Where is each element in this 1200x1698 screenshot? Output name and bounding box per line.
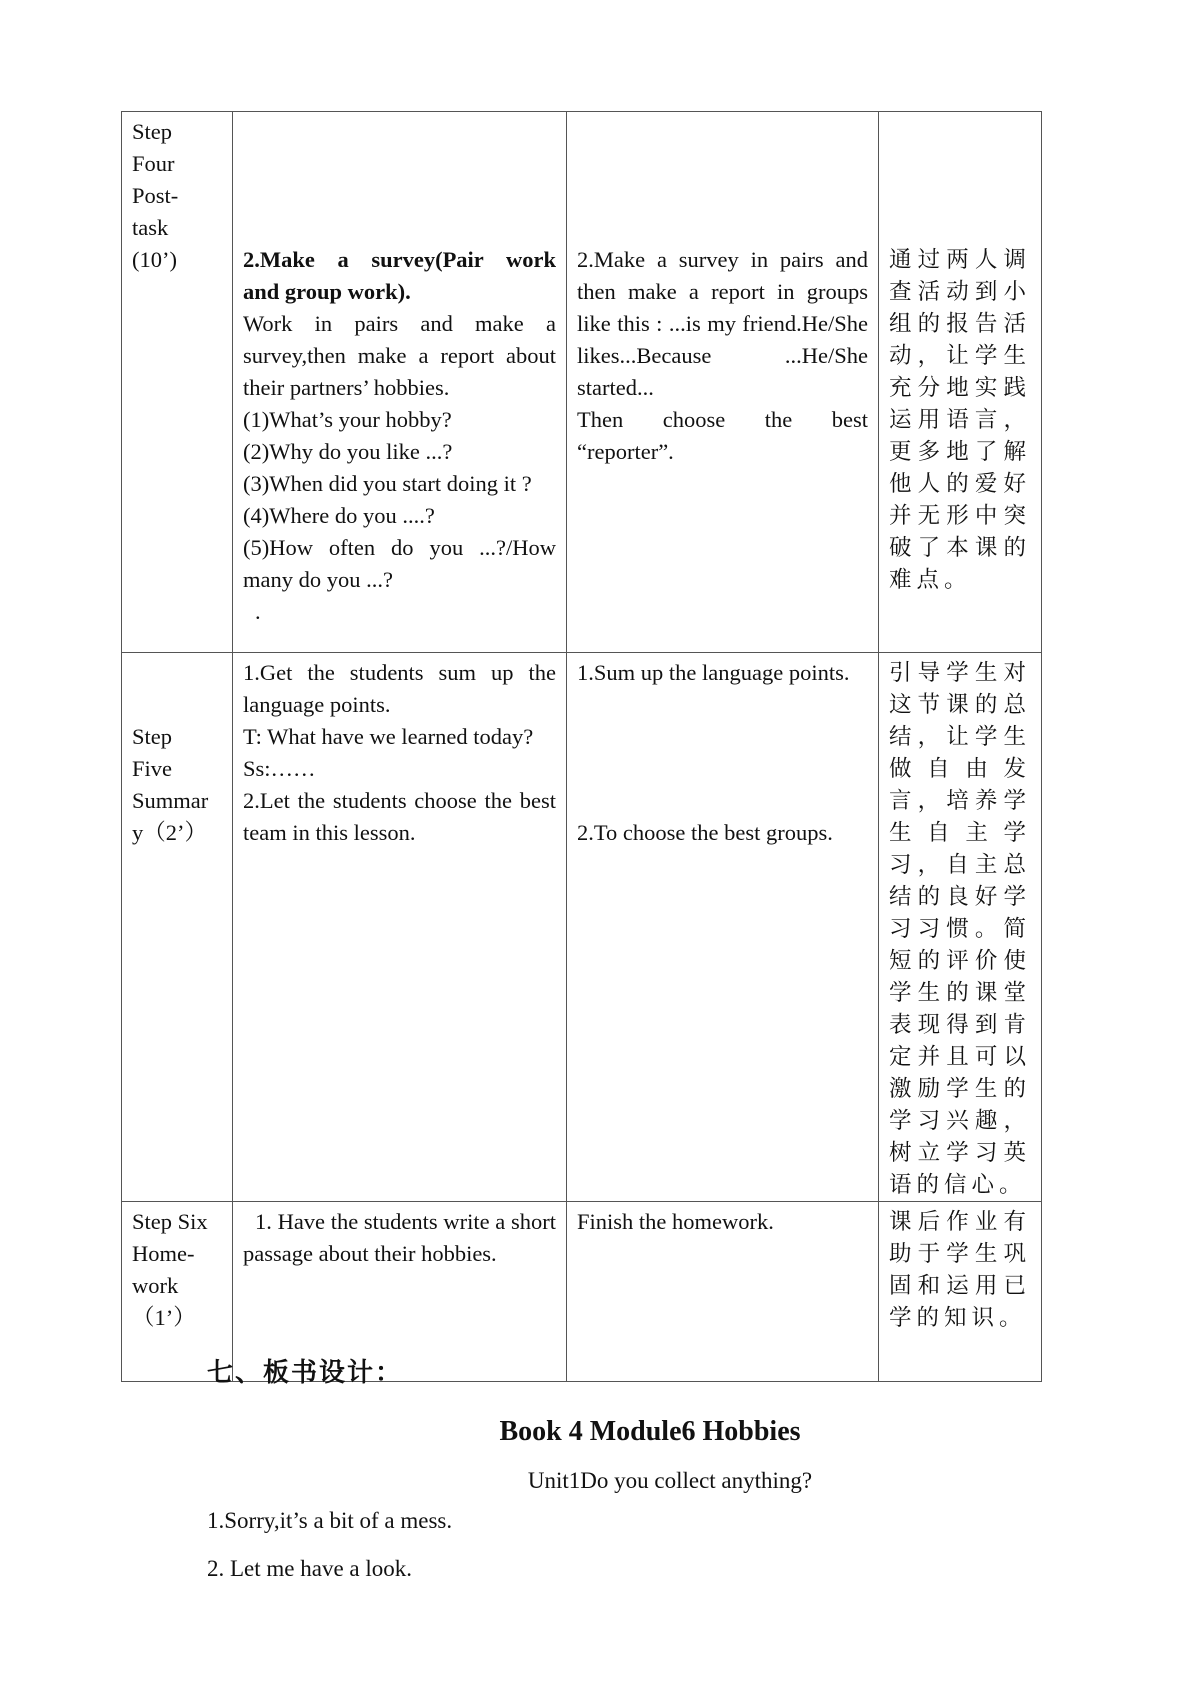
step-label: y（2’） <box>132 820 207 845</box>
student-activity-text: Then choose the best “reporter”. <box>577 407 868 464</box>
purpose-cell <box>879 1202 1042 1382</box>
student-activity-text: Finish the homework. <box>577 1209 774 1234</box>
step-label: Summar <box>132 788 209 813</box>
step-label: Five <box>132 756 173 781</box>
student-activity-text: 2.To choose the best groups. <box>577 820 833 845</box>
step-label: （1’） <box>132 1305 196 1330</box>
teacher-activity-cell <box>233 112 567 653</box>
student-activity-text: 1.Sum up the language points. <box>577 660 850 685</box>
student-activity-text: 2.Make a survey in pairs and then make a report in groups like this : ...is my friend.He/She likes...Because ...He/She started... <box>577 247 868 400</box>
survey-question: (3)When did you start doing it ? <box>243 471 532 496</box>
activity-title: 2.Make a survey(Pair work <box>243 247 556 272</box>
purpose-text: 引导学生对这节课的总结，让学生做自由发言，培养学生自主学习，自主总结的良好学习习惯。简短的评价使学生的课堂表现得到肯定并且可以激励学生的学习兴趣，树立学习英语的信心。 <box>889 660 1031 1198</box>
board-title: Book 4 Module6 Hobbies <box>499 1416 801 1447</box>
step-label: task <box>132 215 169 240</box>
student-activity-cell <box>567 112 879 653</box>
survey-question: (5)How often do you ...?/How many do you ...? <box>243 535 556 592</box>
table-row-step-five <box>122 653 1042 1202</box>
board-sentence: 1.Sorry,it’s a bit of a mess. <box>207 1508 453 1533</box>
trailing-dot: . <box>255 599 261 624</box>
survey-question: (2)Why do you like ...? <box>243 439 453 464</box>
lesson-plan-table <box>121 111 1042 1382</box>
purpose-cell <box>879 653 1042 1202</box>
purpose-text: 通过两人调查活动到小组的报告活动，让学生充分地实践运用语言，更多地了解他人的爱好并无形中突破了本课的难点。 <box>889 247 1031 593</box>
activity-line: T: What have we learned today? <box>243 724 534 749</box>
purpose-cell <box>879 112 1042 653</box>
teacher-activity-cell <box>233 653 567 1202</box>
survey-question: (4)Where do you ....? <box>243 503 435 528</box>
activity-line: 2.Let the students choose the best team in this lesson. <box>243 788 556 845</box>
step-label: Step <box>132 724 173 749</box>
step-cell <box>122 653 233 1202</box>
purpose-text: 课后作业有助于学生巩固和运用已学的知识。 <box>889 1209 1031 1331</box>
step-label: Home- <box>132 1241 195 1266</box>
step-label: Step Six <box>132 1209 208 1234</box>
student-activity-cell <box>567 1202 879 1382</box>
board-sentence: 2. Let me have a look. <box>207 1556 413 1581</box>
section-heading-board-design: 七、板书设计： <box>207 1358 404 1388</box>
activity-line: Ss:…… <box>243 756 316 781</box>
activity-body: Work in pairs and make a survey,then make a report about their partners’ hobbies. <box>243 311 556 400</box>
step-label: Step <box>132 119 173 144</box>
step-label: work <box>132 1273 179 1298</box>
student-activity-cell <box>567 653 879 1202</box>
step-label: Four <box>132 151 175 176</box>
activity-line: 1.Get the students sum up the language points. <box>243 660 556 717</box>
step-label: (10’) <box>132 247 177 272</box>
activity-title: and group work). <box>243 279 411 304</box>
step-cell <box>122 112 233 653</box>
board-subtitle: Unit1Do you collect anything? <box>527 1468 813 1493</box>
survey-question: (1)What’s your hobby? <box>243 407 452 432</box>
activity-line: 1. Have the students write a short passage about their hobbies. <box>243 1209 556 1266</box>
step-label: Post- <box>132 183 179 208</box>
table-row-step-four <box>122 112 1042 653</box>
